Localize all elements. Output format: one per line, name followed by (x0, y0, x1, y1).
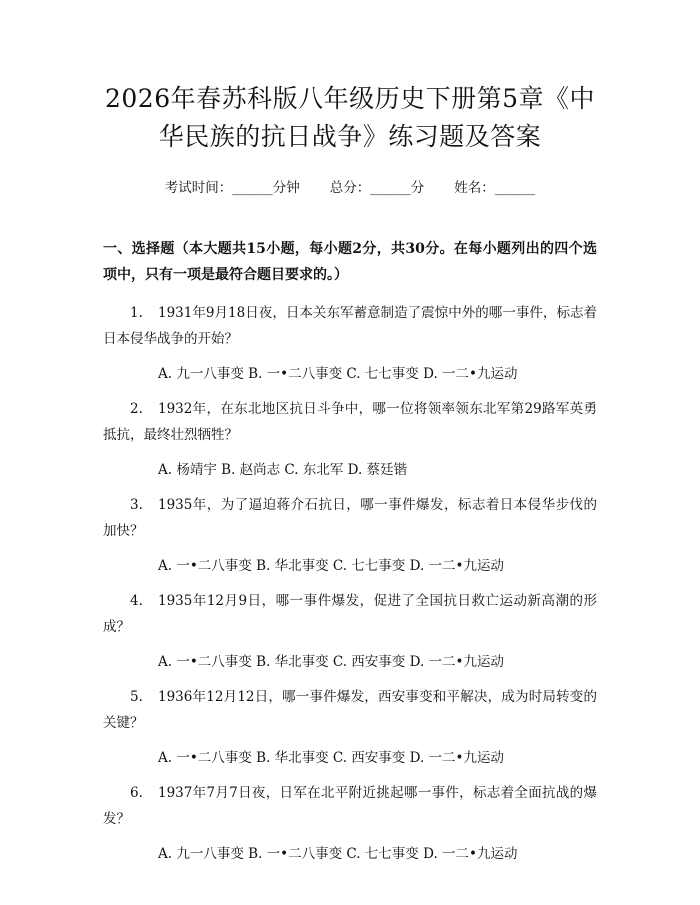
question-number: 1. (130, 305, 143, 321)
question-number: 6. (130, 785, 143, 801)
name-field: 姓名：______ (454, 180, 536, 196)
question-stem (103, 780, 597, 832)
question-number: 4. (130, 593, 143, 609)
question-stem (103, 684, 597, 736)
question-item (103, 684, 597, 768)
answer-options: A. 九一八事变 B. 一•二八事变 C. 七七事变 D. 一二•九运动 (158, 366, 518, 382)
answer-options: A. 杨靖宇 B. 赵尚志 C. 东北军 D. 蔡廷锴 (158, 462, 408, 478)
question-text: 1935年，为了逼迫蒋介石抗日，哪一事件爆发，标志着日本侵华步伐的加快？ (103, 497, 597, 539)
question-text: 1931年9月18日夜，日本关东军蓄意制造了震惊中外的哪一事件，标志着日本侵华战争的开始？ (103, 305, 597, 347)
question-list (103, 300, 597, 864)
question-text: 1936年12月12日，哪一事件爆发，西安事变和平解决，成为时局转变的关键？ (103, 689, 597, 731)
exam-time-field: 考试时间：______分钟 (164, 180, 300, 196)
document-title: 2026年春苏科版八年级历史下册第5章《中华民族的抗日战争》练习题及答案 (104, 84, 596, 151)
question-number: 5. (130, 689, 143, 705)
answer-options: A. 一•二八事变 B. 华北事变 C. 西安事变 D. 一二•九运动 (158, 750, 504, 766)
answer-options: A. 一•二八事变 B. 华北事变 C. 七七事变 D. 一二•九运动 (158, 558, 504, 574)
question-number: 3. (130, 497, 143, 513)
question-text: 1932年，在东北地区抗日斗争中，哪一位将领率领东北军第29路军英勇抵抗，最终壮烈牺牲？ (103, 401, 597, 443)
exam-info-line (103, 178, 597, 198)
section-heading: 一、选择题（本大题共15小题，每小题2分，共30分。在每小题列出的四个选项中，只有一项是最符合题目要求的。） (103, 241, 597, 283)
question-item (103, 300, 597, 384)
question-text: 1935年12月9日，哪一事件爆发，促进了全国抗日救亡运动新高潮的形成？ (103, 593, 597, 635)
question-stem (103, 300, 597, 352)
question-number: 2. (130, 401, 143, 417)
question-item (103, 396, 597, 480)
question-item (103, 492, 597, 576)
question-stem (103, 588, 597, 640)
question-item (103, 588, 597, 672)
question-stem (103, 492, 597, 544)
answer-options: A. 一•二八事变 B. 华北事变 C. 西安事变 D. 一二•九运动 (158, 654, 504, 670)
answer-options: A. 九一八事变 B. 一•二八事变 C. 七七事变 D. 一二•九运动 (158, 846, 518, 862)
question-item (103, 780, 597, 864)
question-text: 1937年7月7日夜，日军在北平附近挑起哪一事件，标志着全面抗战的爆发？ (103, 785, 597, 827)
total-score-field: 总分：______分 (329, 180, 425, 196)
question-stem (103, 396, 597, 448)
